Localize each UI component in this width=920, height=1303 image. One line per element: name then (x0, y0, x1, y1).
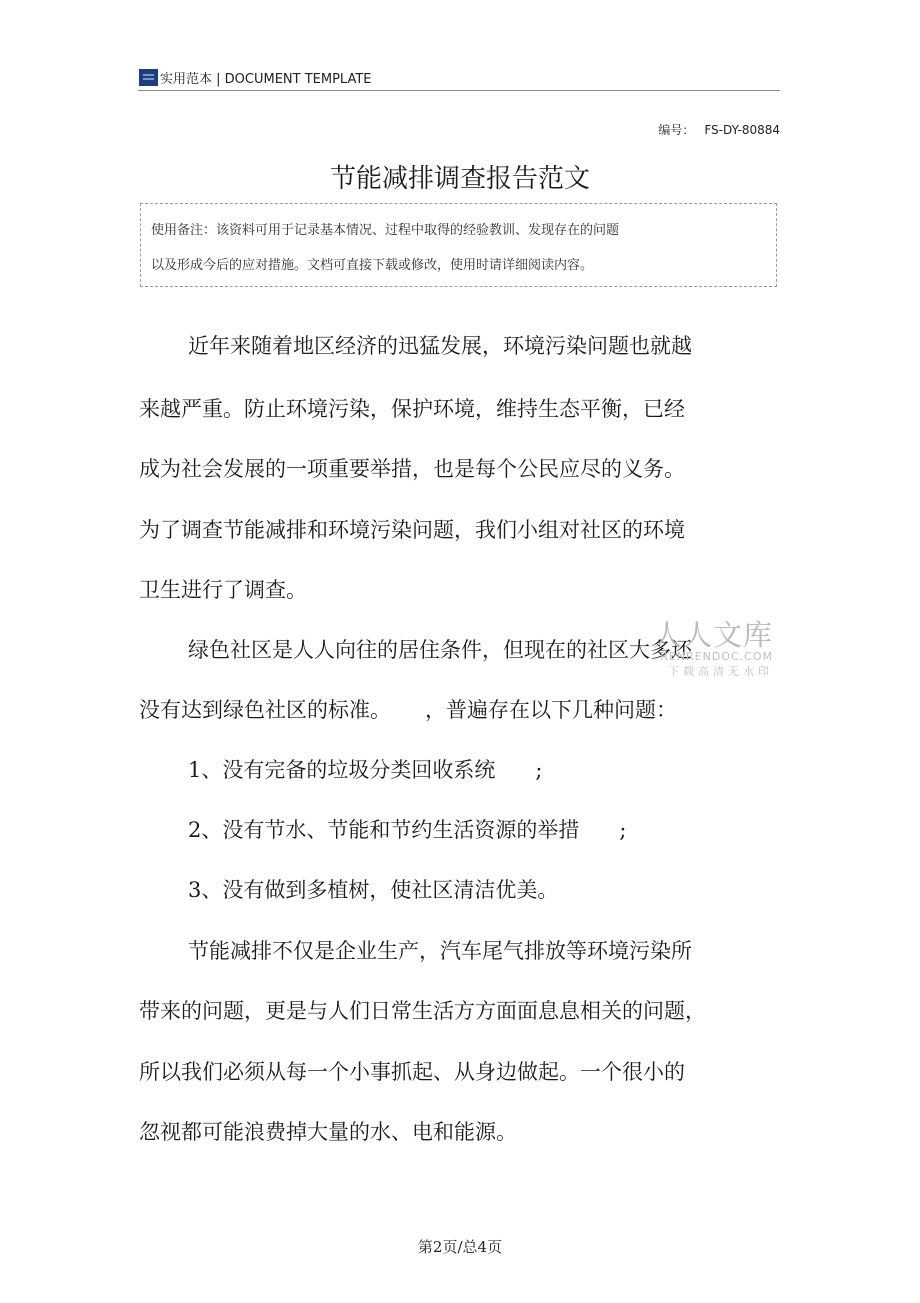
body-line-segment: 没有达到绿色社区的标准。 (139, 698, 391, 722)
body-line: 来越严重。防止环境污染，保护环境，维持生态平衡，已经 (139, 397, 685, 421)
body-line: 卫生进行了调查。 (139, 578, 307, 602)
header-text: 实用范本 | DOCUMENT TEMPLATE (160, 72, 372, 87)
body-line: 带来的问题，更是与人们日常生活方方面面息息相关的问题， (139, 999, 706, 1023)
document-number-value: FS-DY-80884 (704, 123, 780, 137)
body-line: 成为社会发展的一项重要举措，也是每个公民应尽的义务。 (139, 457, 685, 481)
document-number (658, 121, 780, 138)
body-line: 节能减排不仅是企业生产，汽车尾气排放等环境污染所 (188, 939, 692, 963)
usage-note-line: 以及形成今后的应对措施。文档可直接下载或修改，使用时请详细阅读内容。 (151, 258, 594, 273)
watermark-tagline: 下载高清无水印 (668, 665, 773, 678)
body-line: 所以我们必须从每一个小事抓起、从身边做起。一个很小的 (139, 1060, 685, 1084)
page-header (138, 66, 780, 91)
document-title: 节能减排调查报告范文 (329, 164, 590, 194)
list-item: 3、没有做到多植树，使社区清洁优美。 (188, 878, 559, 902)
list-item-text: 1、没有完备的垃圾分类回收系统 (188, 758, 496, 782)
watermark-main: 人人文库 (652, 618, 773, 652)
body-line: 近年来随着地区经济的迅猛发展，环境污染问题也就越 (188, 334, 692, 358)
watermark (648, 620, 773, 679)
body-line (139, 694, 677, 724)
document-number-label: 编号： (658, 123, 695, 137)
list-item-punct: ; (535, 758, 543, 782)
usage-note-line: 使用备注：该资料可用于记录基本情况、过程中取得的经验教训、发现存在的问题 (151, 223, 620, 238)
body-line: 为了调查节能减排和环境污染问题，我们小组对社区的环境 (139, 518, 685, 542)
list-item (188, 814, 626, 844)
template-logo-icon (139, 69, 158, 86)
body-line: 忽视都可能浪费掉大量的水、电和能源。 (139, 1120, 517, 1144)
page-number: 第2页/总4页 (417, 1238, 503, 1256)
list-item (188, 754, 542, 784)
usage-note-box (140, 203, 777, 287)
list-item-text: 2、没有节水、节能和节约生活资源的举措 (188, 818, 580, 842)
list-item-punct: ; (619, 818, 627, 842)
body-line: 绿色社区是人人向往的居住条件，但现在的社区大多还 (188, 638, 692, 662)
body-line-segment: ，普遍存在以下几种问题： (425, 698, 677, 722)
watermark-domain: RENRENDOC.COM (660, 650, 773, 663)
